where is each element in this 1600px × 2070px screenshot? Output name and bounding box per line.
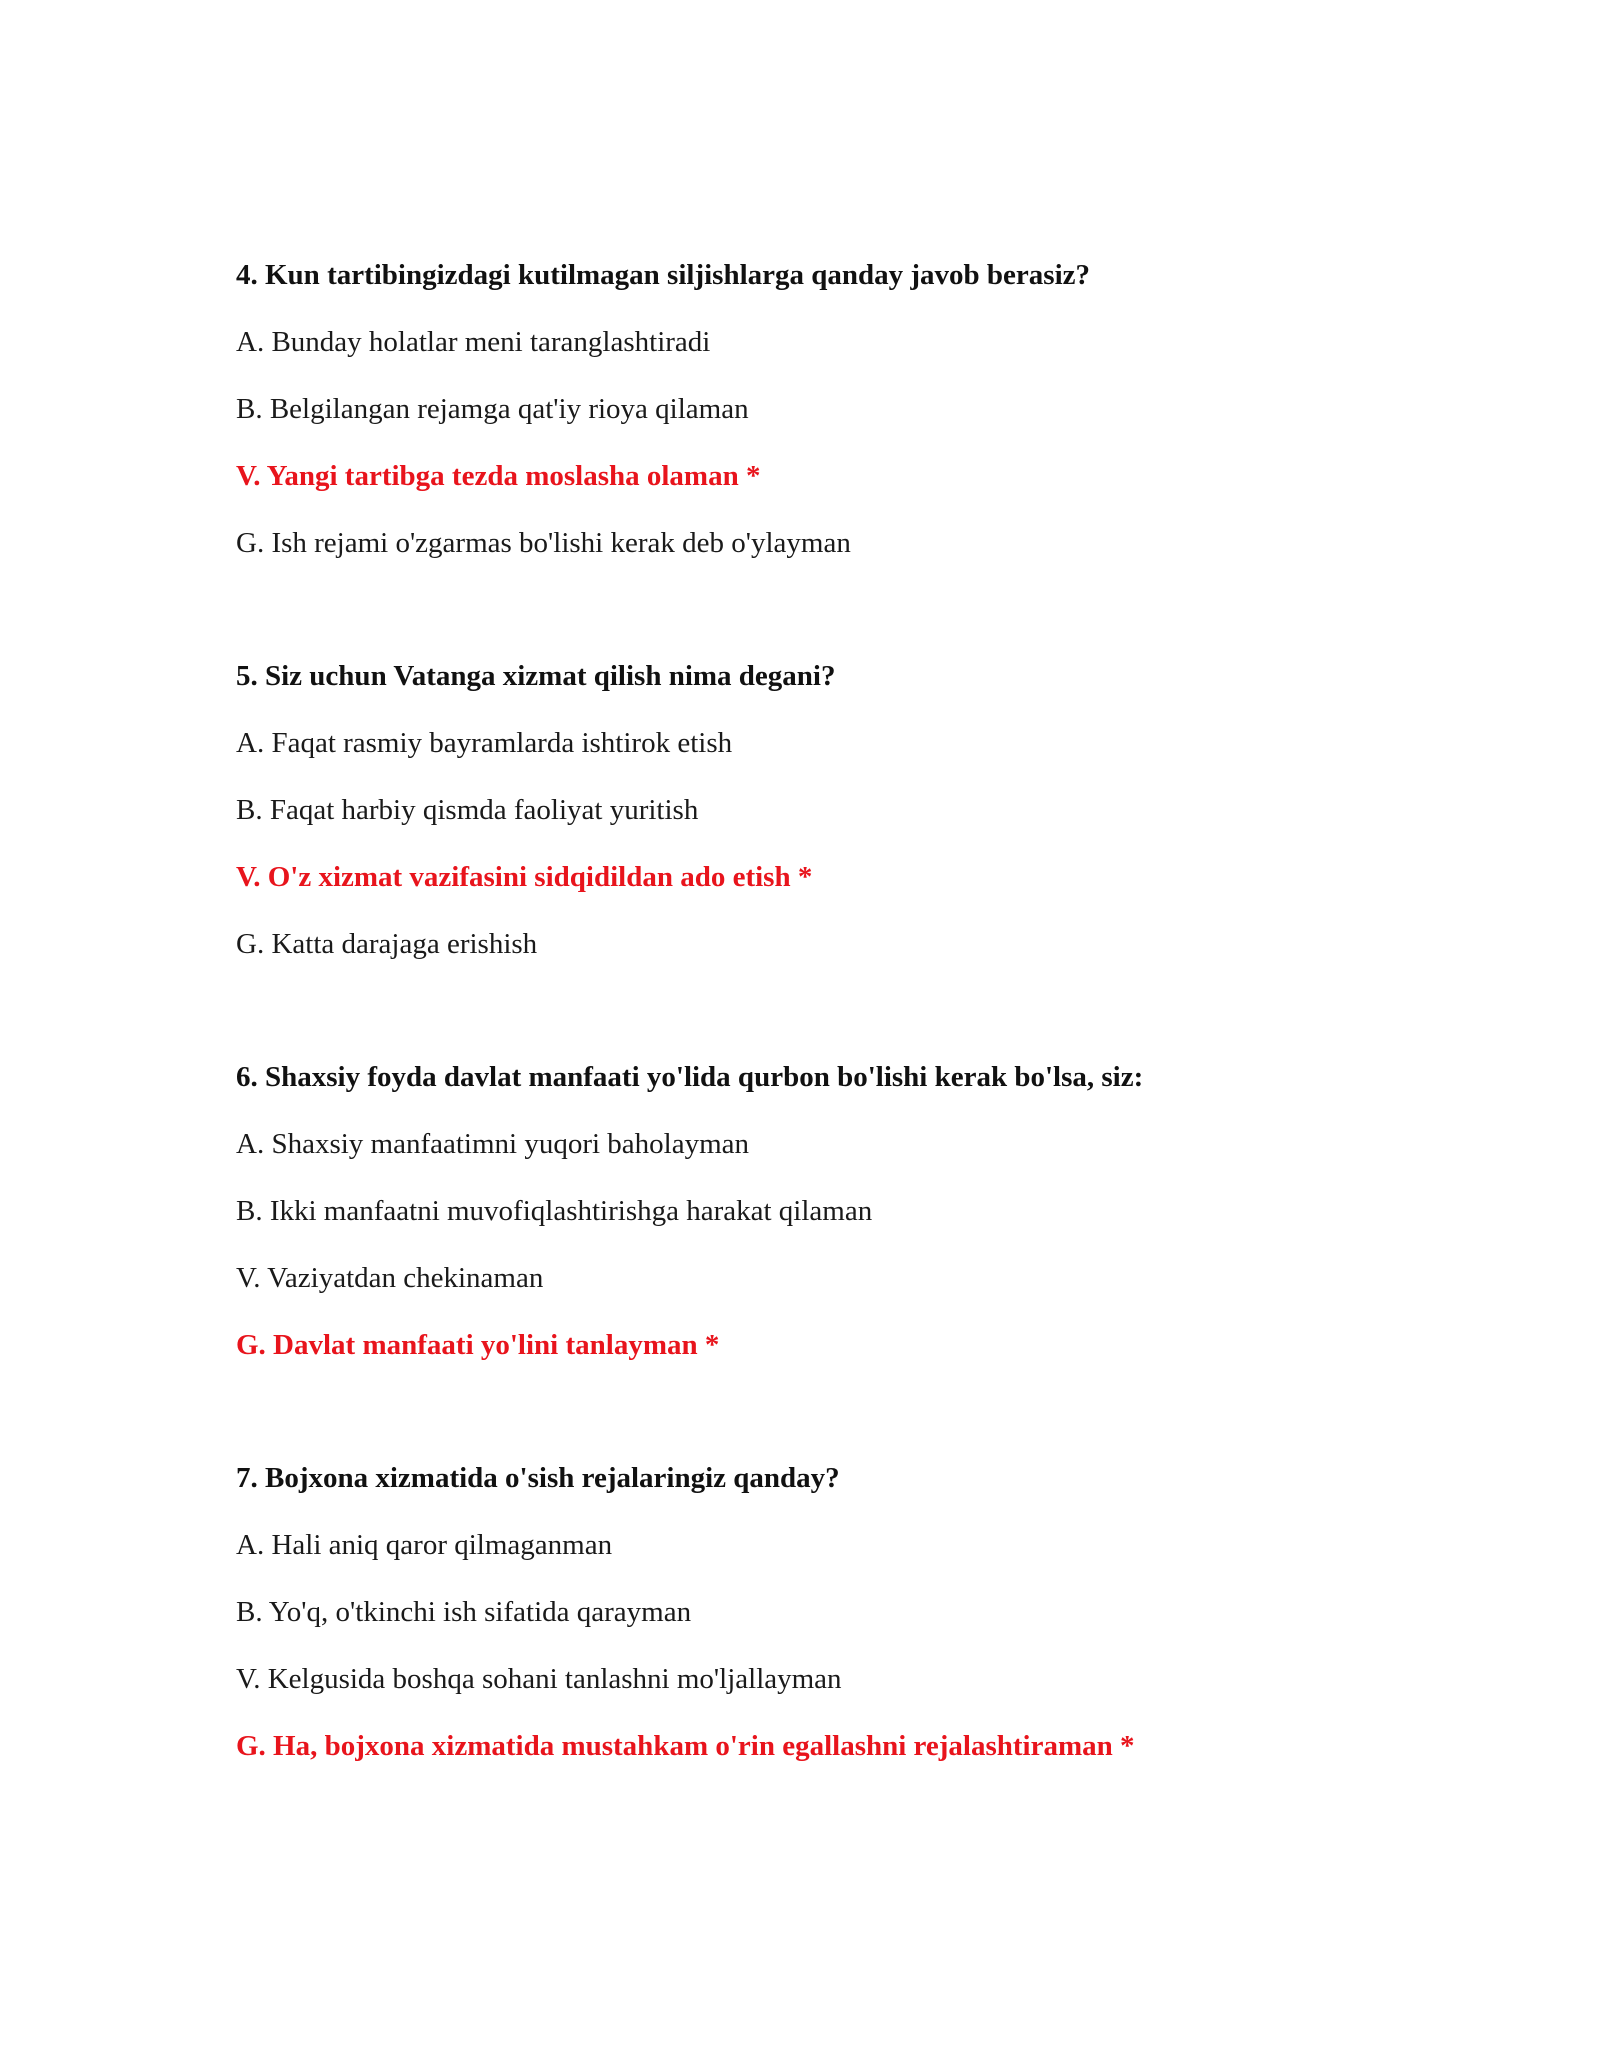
option-b: B. Yo'q, o'tkinchi ish sifatida qarayman xyxy=(236,1596,692,1628)
question-text: 6. Shaxsiy foyda davlat manfaati yo'lida qurbon bo'lishi kerak bo'lsa, siz: xyxy=(236,1061,1144,1093)
option-b: B. Ikki manfaatni muvofiqlashtirishga harakat qilaman xyxy=(236,1195,873,1227)
option-a: A. Faqat rasmiy bayramlarda ishtirok etish xyxy=(236,727,733,759)
option-g-correct: G. Ha, bojxona xizmatida mustahkam o'rin egallashni rejalashtiraman * xyxy=(236,1730,1135,1762)
option-g: G. Ish rejami o'zgarmas bo'lishi kerak deb o'ylayman xyxy=(236,527,851,559)
option-v: V. Kelgusida boshqa sohani tanlashni mo'ljallayman xyxy=(236,1663,842,1695)
question-text: 7. Bojxona xizmatida o'sish rejalaringiz qanday? xyxy=(236,1462,840,1494)
option-g: G. Katta darajaga erishish xyxy=(236,928,538,960)
option-b: B. Faqat harbiy qismda faoliyat yuritish xyxy=(236,794,699,826)
option-a: A. Hali aniq qaror qilmaganman xyxy=(236,1529,613,1561)
option-v-correct: V. Yangi tartibga tezda moslasha olaman * xyxy=(236,460,761,492)
question-text: 5. Siz uchun Vatanga xizmat qilish nima degani? xyxy=(236,660,836,692)
option-v-correct: V. O'z xizmat vazifasini sidqidildan ado etish * xyxy=(236,861,813,893)
option-b: B. Belgilangan rejamga qat'iy rioya qilaman xyxy=(236,393,749,425)
question-text: 4. Kun tartibingizdagi kutilmagan siljishlarga qanday javob berasiz? xyxy=(236,259,1091,291)
option-v: V. Vaziyatdan chekinaman xyxy=(236,1262,544,1294)
option-g-correct: G. Davlat manfaati yo'lini tanlayman * xyxy=(236,1329,720,1361)
option-a: A. Bunday holatlar meni taranglashtiradi xyxy=(236,326,711,358)
option-a: A. Shaxsiy manfaatimni yuqori baholayman xyxy=(236,1128,750,1160)
